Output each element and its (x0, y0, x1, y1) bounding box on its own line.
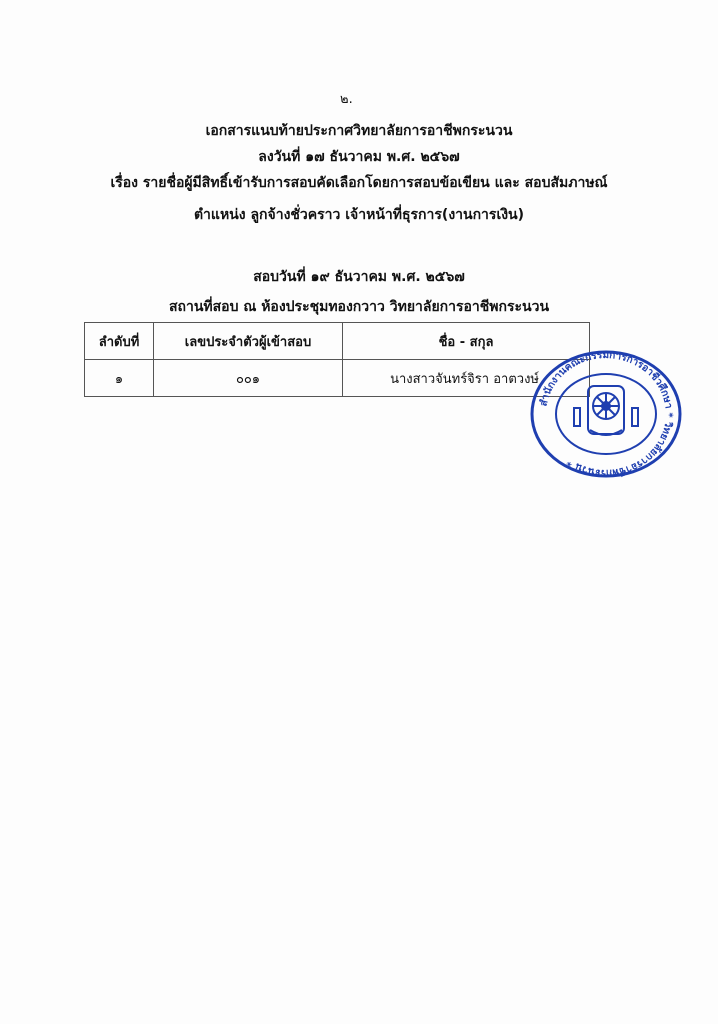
exam-place: สถานที่สอบ ณ ห้องประชุมทองกวาว วิทยาลัยการอาชีพกระนวน (168, 299, 550, 315)
column-header-exam-id: เลขประจำตัวผู้เข้าสอบ (154, 323, 343, 360)
column-header-name: ชื่อ - สกุล (343, 323, 590, 360)
emblem-icon (574, 386, 638, 435)
cell-exam-id: ๐๐๑ (154, 360, 343, 397)
stamp-ring-text: สำนักงานคณะกรรมการการอาชีวศึกษา * วิทยาลัยการอาชีพกระนวน * (538, 349, 675, 479)
heading-line-1: เอกสารแนบท้ายประกาศวิทยาลัยการอาชีพกระนวน (205, 123, 513, 139)
heading-subject: เรื่อง รายชื่อผู้มีสิทธิ์เข้ารับการสอบคัดเลือกโดยการสอบข้อเขียน และ สอบสัมภาษณ์ (110, 175, 608, 191)
page-number: ๒. (340, 92, 353, 107)
table-header-row (85, 323, 590, 360)
table-row (85, 360, 590, 397)
candidate-table (84, 322, 590, 397)
exam-date: สอบวันที่ ๑๙ ธันวาคม พ.ศ. ๒๕๖๗ (253, 269, 465, 285)
column-header-order: ลำดับที่ (85, 323, 154, 360)
official-stamp (528, 348, 684, 480)
heading-position: ตำแหน่ง ลูกจ้างชั่วคราว เจ้าหน้าที่ธุรการ(งานการเงิน) (193, 207, 525, 223)
cell-order: ๑ (85, 360, 154, 397)
heading-line-2: ลงวันที่ ๑๗ ธันวาคม พ.ศ. ๒๕๖๗ (258, 149, 460, 165)
cell-name: นางสาวจันทร์จิรา อาตวงษ์ (343, 360, 590, 397)
